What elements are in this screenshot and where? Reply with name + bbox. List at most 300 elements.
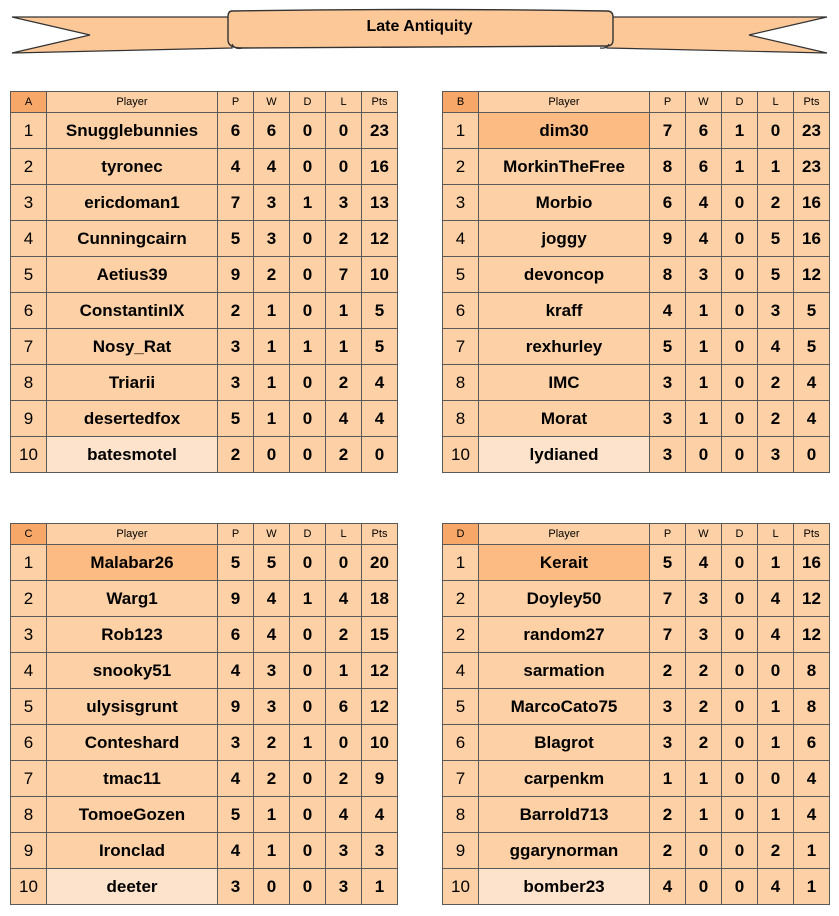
won-cell: 2 — [686, 689, 722, 725]
points-cell: 10 — [362, 257, 398, 293]
table-row — [443, 581, 830, 617]
player-name-cell: dim30 — [479, 113, 650, 149]
drawn-cell: 0 — [722, 617, 758, 653]
played-cell: 3 — [650, 365, 686, 401]
group-letter: B — [443, 92, 479, 113]
played-cell: 3 — [650, 689, 686, 725]
lost-cell: 2 — [326, 437, 362, 473]
played-cell: 8 — [650, 149, 686, 185]
drawn-cell: 0 — [722, 329, 758, 365]
won-cell: 1 — [254, 797, 290, 833]
played-cell: 7 — [650, 617, 686, 653]
lost-cell: 7 — [326, 257, 362, 293]
rank-cell: 8 — [443, 401, 479, 437]
standings-table — [10, 523, 398, 905]
played-cell: 7 — [650, 113, 686, 149]
group-d-standings — [442, 523, 830, 905]
points-cell: 23 — [794, 149, 830, 185]
won-cell: 5 — [254, 545, 290, 581]
table-row — [443, 149, 830, 185]
drawn-cell: 0 — [722, 437, 758, 473]
won-cell: 1 — [686, 797, 722, 833]
table-row — [443, 761, 830, 797]
drawn-cell: 0 — [722, 401, 758, 437]
points-cell: 16 — [362, 149, 398, 185]
player-name-cell: batesmotel — [47, 437, 218, 473]
player-name-cell: kraff — [479, 293, 650, 329]
rank-cell: 7 — [443, 329, 479, 365]
points-column-header: Pts — [794, 92, 830, 113]
played-cell: 5 — [218, 797, 254, 833]
won-cell: 4 — [686, 545, 722, 581]
won-cell: 0 — [686, 437, 722, 473]
played-column-header: P — [650, 92, 686, 113]
table-row — [11, 401, 398, 437]
group-a-standings — [10, 91, 398, 473]
lost-cell: 2 — [326, 221, 362, 257]
rank-cell: 1 — [443, 113, 479, 149]
drawn-cell: 0 — [290, 833, 326, 869]
table-row — [11, 581, 398, 617]
lost-cell: 1 — [326, 653, 362, 689]
group-letter: C — [11, 524, 47, 545]
lost-cell: 1 — [326, 293, 362, 329]
won-cell: 3 — [254, 185, 290, 221]
won-cell: 4 — [254, 617, 290, 653]
table-row — [443, 869, 830, 905]
table-row — [443, 797, 830, 833]
points-cell: 8 — [794, 689, 830, 725]
drawn-cell: 0 — [290, 545, 326, 581]
points-cell: 0 — [362, 437, 398, 473]
group-letter: A — [11, 92, 47, 113]
player-name-cell: MarcoCato75 — [479, 689, 650, 725]
player-name-cell: rexhurley — [479, 329, 650, 365]
rank-cell: 2 — [443, 581, 479, 617]
played-cell: 4 — [650, 293, 686, 329]
player-name-cell: Triarii — [47, 365, 218, 401]
rank-cell: 8 — [11, 365, 47, 401]
points-column-header: Pts — [362, 524, 398, 545]
won-cell: 1 — [254, 293, 290, 329]
won-cell: 4 — [254, 581, 290, 617]
lost-column-header: L — [326, 92, 362, 113]
played-cell: 1 — [650, 761, 686, 797]
player-name-cell: tmac11 — [47, 761, 218, 797]
table-row — [11, 869, 398, 905]
won-cell: 1 — [254, 365, 290, 401]
lost-cell: 4 — [326, 401, 362, 437]
points-cell: 4 — [362, 365, 398, 401]
table-row — [443, 113, 830, 149]
played-cell: 5 — [218, 401, 254, 437]
player-column-header: Player — [47, 524, 218, 545]
played-cell: 6 — [218, 113, 254, 149]
player-name-cell: Ironclad — [47, 833, 218, 869]
played-cell: 3 — [650, 437, 686, 473]
won-cell: 3 — [254, 653, 290, 689]
player-name-cell: Morbio — [479, 185, 650, 221]
played-cell: 9 — [218, 257, 254, 293]
group-letter: D — [443, 524, 479, 545]
lost-cell: 4 — [326, 581, 362, 617]
points-cell: 16 — [794, 545, 830, 581]
player-name-cell: Rob123 — [47, 617, 218, 653]
played-cell: 5 — [650, 545, 686, 581]
group-c-standings — [10, 523, 398, 905]
drawn-cell: 0 — [722, 869, 758, 905]
lost-cell: 2 — [326, 365, 362, 401]
rank-cell: 8 — [11, 797, 47, 833]
played-cell: 5 — [650, 329, 686, 365]
points-cell: 10 — [362, 725, 398, 761]
table-row — [443, 617, 830, 653]
drawn-cell: 0 — [722, 653, 758, 689]
points-cell: 3 — [362, 833, 398, 869]
points-cell: 9 — [362, 761, 398, 797]
drawn-cell: 0 — [290, 401, 326, 437]
table-row — [11, 545, 398, 581]
points-cell: 4 — [794, 797, 830, 833]
drawn-cell: 0 — [722, 833, 758, 869]
rank-cell: 6 — [11, 725, 47, 761]
table-row — [443, 293, 830, 329]
player-name-cell: ggarynorman — [479, 833, 650, 869]
drawn-cell: 0 — [290, 365, 326, 401]
played-cell: 2 — [650, 653, 686, 689]
drawn-cell: 0 — [290, 149, 326, 185]
player-name-cell: Barrold713 — [479, 797, 650, 833]
table-row — [443, 185, 830, 221]
drawn-cell: 0 — [290, 113, 326, 149]
standings-table — [10, 91, 398, 473]
table-row — [11, 329, 398, 365]
drawn-column-header: D — [722, 92, 758, 113]
drawn-cell: 0 — [722, 185, 758, 221]
player-name-cell: ericdoman1 — [47, 185, 218, 221]
rank-cell: 4 — [11, 221, 47, 257]
rank-cell: 6 — [443, 293, 479, 329]
lost-cell: 4 — [758, 329, 794, 365]
table-row — [11, 725, 398, 761]
table-row — [443, 545, 830, 581]
header-row — [443, 92, 830, 113]
rank-cell: 10 — [443, 437, 479, 473]
lost-cell: 3 — [326, 833, 362, 869]
won-cell: 3 — [686, 257, 722, 293]
won-cell: 1 — [686, 401, 722, 437]
points-cell: 4 — [794, 761, 830, 797]
lost-cell: 1 — [758, 797, 794, 833]
table-row — [11, 833, 398, 869]
table-row — [443, 653, 830, 689]
played-cell: 7 — [650, 581, 686, 617]
player-name-cell: Conteshard — [47, 725, 218, 761]
standings-table — [442, 91, 830, 473]
won-cell: 2 — [254, 257, 290, 293]
lost-cell: 2 — [758, 833, 794, 869]
player-name-cell: deeter — [47, 869, 218, 905]
player-column-header: Player — [479, 92, 650, 113]
rank-cell: 9 — [443, 833, 479, 869]
rank-cell: 1 — [11, 113, 47, 149]
table-row — [443, 365, 830, 401]
played-cell: 7 — [218, 185, 254, 221]
lost-cell: 4 — [758, 581, 794, 617]
points-cell: 5 — [362, 329, 398, 365]
player-name-cell: Warg1 — [47, 581, 218, 617]
played-cell: 4 — [218, 149, 254, 185]
rank-cell: 3 — [11, 185, 47, 221]
player-name-cell: TomoeGozen — [47, 797, 218, 833]
rank-cell: 8 — [443, 797, 479, 833]
player-name-cell: ConstantinIX — [47, 293, 218, 329]
table-row — [443, 833, 830, 869]
drawn-cell: 0 — [722, 293, 758, 329]
rank-cell: 3 — [443, 185, 479, 221]
rank-cell: 2 — [11, 581, 47, 617]
rank-cell: 7 — [11, 329, 47, 365]
table-row — [443, 401, 830, 437]
lost-cell: 1 — [326, 329, 362, 365]
won-cell: 1 — [254, 833, 290, 869]
played-column-header: P — [650, 524, 686, 545]
rank-cell: 2 — [443, 617, 479, 653]
drawn-cell: 1 — [290, 581, 326, 617]
table-row — [11, 689, 398, 725]
won-cell: 0 — [686, 833, 722, 869]
player-name-cell: snooky51 — [47, 653, 218, 689]
table-row — [11, 365, 398, 401]
drawn-cell: 0 — [722, 761, 758, 797]
lost-cell: 0 — [326, 113, 362, 149]
rank-cell: 3 — [11, 617, 47, 653]
rank-cell: 7 — [11, 761, 47, 797]
lost-cell: 3 — [326, 185, 362, 221]
points-cell: 5 — [794, 329, 830, 365]
played-cell: 9 — [650, 221, 686, 257]
table-row — [11, 617, 398, 653]
lost-cell: 1 — [758, 689, 794, 725]
won-cell: 3 — [686, 617, 722, 653]
lost-cell: 2 — [758, 401, 794, 437]
lost-cell: 0 — [326, 545, 362, 581]
played-column-header: P — [218, 92, 254, 113]
rank-cell: 7 — [443, 761, 479, 797]
won-cell: 3 — [686, 581, 722, 617]
won-column-header: W — [254, 92, 290, 113]
won-cell: 4 — [686, 221, 722, 257]
points-column-header: Pts — [362, 92, 398, 113]
lost-column-header: L — [326, 524, 362, 545]
rank-cell: 5 — [11, 257, 47, 293]
won-cell: 0 — [254, 869, 290, 905]
table-row — [11, 221, 398, 257]
player-name-cell: tyronec — [47, 149, 218, 185]
played-cell: 4 — [218, 833, 254, 869]
points-cell: 12 — [362, 689, 398, 725]
won-cell: 3 — [254, 221, 290, 257]
points-cell: 8 — [794, 653, 830, 689]
drawn-column-header: D — [722, 524, 758, 545]
player-name-cell: MorkinTheFree — [479, 149, 650, 185]
player-name-cell: Doyley50 — [479, 581, 650, 617]
played-cell: 9 — [218, 581, 254, 617]
rank-cell: 1 — [11, 545, 47, 581]
lost-cell: 0 — [758, 113, 794, 149]
player-name-cell: Kerait — [479, 545, 650, 581]
points-cell: 16 — [794, 185, 830, 221]
points-cell: 1 — [794, 869, 830, 905]
played-cell: 2 — [218, 293, 254, 329]
drawn-cell: 0 — [722, 221, 758, 257]
drawn-cell: 1 — [290, 725, 326, 761]
player-name-cell: random27 — [479, 617, 650, 653]
table-row — [443, 329, 830, 365]
player-name-cell: Aetius39 — [47, 257, 218, 293]
rank-cell: 1 — [443, 545, 479, 581]
lost-cell: 1 — [758, 149, 794, 185]
table-row — [11, 437, 398, 473]
lost-cell: 1 — [758, 725, 794, 761]
won-cell: 0 — [686, 869, 722, 905]
drawn-cell: 1 — [722, 149, 758, 185]
drawn-cell: 0 — [722, 581, 758, 617]
played-cell: 6 — [650, 185, 686, 221]
drawn-cell: 1 — [290, 329, 326, 365]
header-row — [11, 92, 398, 113]
table-row — [443, 257, 830, 293]
drawn-cell: 0 — [290, 437, 326, 473]
drawn-cell: 1 — [290, 185, 326, 221]
won-cell: 2 — [254, 761, 290, 797]
drawn-column-header: D — [290, 92, 326, 113]
player-name-cell: Snugglebunnies — [47, 113, 218, 149]
played-cell: 3 — [650, 725, 686, 761]
points-cell: 12 — [362, 221, 398, 257]
player-name-cell: Blagrot — [479, 725, 650, 761]
table-row — [443, 725, 830, 761]
won-cell: 6 — [686, 149, 722, 185]
lost-cell: 5 — [758, 257, 794, 293]
rank-cell: 6 — [11, 293, 47, 329]
points-cell: 4 — [794, 365, 830, 401]
table-row — [11, 257, 398, 293]
drawn-cell: 0 — [290, 257, 326, 293]
won-cell: 2 — [686, 725, 722, 761]
played-cell: 9 — [218, 689, 254, 725]
points-cell: 12 — [794, 257, 830, 293]
played-cell: 4 — [218, 653, 254, 689]
points-cell: 12 — [794, 617, 830, 653]
points-cell: 23 — [794, 113, 830, 149]
title-banner — [0, 0, 839, 60]
rank-cell: 9 — [11, 401, 47, 437]
player-name-cell: desertedfox — [47, 401, 218, 437]
points-cell: 4 — [794, 401, 830, 437]
lost-cell: 2 — [758, 365, 794, 401]
player-name-cell: sarmation — [479, 653, 650, 689]
drawn-cell: 0 — [722, 725, 758, 761]
lost-cell: 0 — [758, 761, 794, 797]
points-cell: 1 — [362, 869, 398, 905]
table-row — [11, 149, 398, 185]
group-b-standings — [442, 91, 830, 473]
won-cell: 6 — [686, 113, 722, 149]
table-row — [443, 437, 830, 473]
rank-cell: 5 — [443, 689, 479, 725]
player-name-cell: lydianed — [479, 437, 650, 473]
drawn-cell: 0 — [290, 617, 326, 653]
points-cell: 4 — [362, 797, 398, 833]
points-cell: 20 — [362, 545, 398, 581]
points-cell: 0 — [794, 437, 830, 473]
lost-cell: 0 — [326, 149, 362, 185]
points-cell: 12 — [794, 581, 830, 617]
player-name-cell: devoncop — [479, 257, 650, 293]
player-column-header: Player — [47, 92, 218, 113]
points-cell: 12 — [362, 653, 398, 689]
won-cell: 1 — [686, 761, 722, 797]
drawn-cell: 0 — [722, 689, 758, 725]
won-cell: 1 — [254, 401, 290, 437]
drawn-cell: 0 — [290, 761, 326, 797]
table-row — [11, 185, 398, 221]
played-cell: 3 — [218, 365, 254, 401]
table-row — [11, 797, 398, 833]
rank-cell: 4 — [443, 221, 479, 257]
lost-cell: 4 — [758, 869, 794, 905]
points-cell: 16 — [794, 221, 830, 257]
points-cell: 23 — [362, 113, 398, 149]
points-cell: 5 — [362, 293, 398, 329]
lost-cell: 5 — [758, 221, 794, 257]
rank-cell: 10 — [443, 869, 479, 905]
played-cell: 4 — [218, 761, 254, 797]
rank-cell: 8 — [443, 365, 479, 401]
table-row — [443, 689, 830, 725]
drawn-cell: 0 — [290, 293, 326, 329]
rank-cell: 4 — [443, 653, 479, 689]
player-name-cell: joggy — [479, 221, 650, 257]
lost-cell: 0 — [758, 653, 794, 689]
drawn-column-header: D — [290, 524, 326, 545]
drawn-cell: 0 — [290, 797, 326, 833]
won-cell: 1 — [686, 293, 722, 329]
played-cell: 5 — [218, 545, 254, 581]
header-row — [11, 524, 398, 545]
points-cell: 6 — [794, 725, 830, 761]
drawn-cell: 0 — [290, 689, 326, 725]
drawn-cell: 0 — [722, 257, 758, 293]
table-row — [11, 761, 398, 797]
rank-cell: 6 — [443, 725, 479, 761]
player-name-cell: IMC — [479, 365, 650, 401]
drawn-cell: 0 — [722, 545, 758, 581]
drawn-cell: 0 — [290, 221, 326, 257]
won-cell: 4 — [686, 185, 722, 221]
rank-cell: 10 — [11, 437, 47, 473]
won-cell: 0 — [254, 437, 290, 473]
played-cell: 8 — [650, 257, 686, 293]
points-cell: 4 — [362, 401, 398, 437]
lost-cell: 3 — [326, 869, 362, 905]
drawn-cell: 0 — [290, 869, 326, 905]
table-row — [11, 293, 398, 329]
table-row — [443, 221, 830, 257]
standings-table — [442, 523, 830, 905]
player-name-cell: Malabar26 — [47, 545, 218, 581]
